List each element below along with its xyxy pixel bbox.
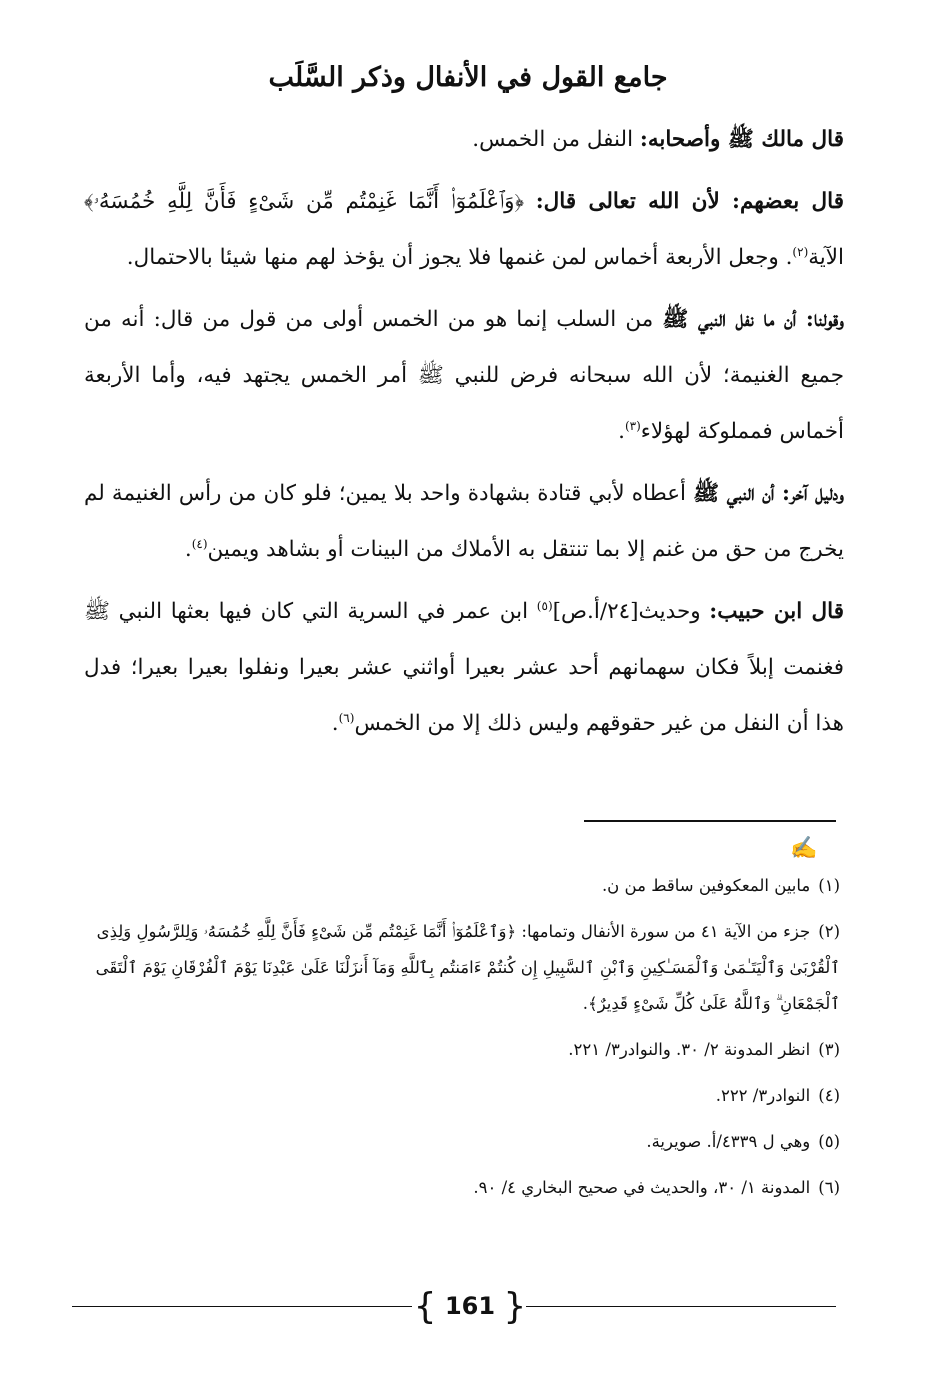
paragraph-tail: . [184,537,192,562]
chapter-title: جامع القول في الأنفال وذكر السَّلَب [268,62,668,93]
paragraph-3 [84,292,844,460]
main-text [84,112,844,758]
paragraph-tail: . [331,711,339,736]
paragraph-lead: قال بعضهم: لأن الله تعالى قال: [535,189,845,214]
brace-close: } [503,1286,527,1327]
paragraph-lead: وقولنا: أن ما نفل النبي ﷺ [662,307,845,332]
footnote-5 [80,1124,840,1160]
paragraph-text: وحديث[٢٤/أ.ص] [552,599,710,624]
paragraph-text: النفل من الخمس. [472,127,640,152]
paragraph-tail: . [618,419,625,444]
footnote-number: (٤) [818,1086,840,1105]
paragraph-1 [84,112,844,168]
brace-open: { [413,1286,437,1327]
page-number [410,1286,530,1327]
paragraph-lead: قال ابن حبيب: [709,599,844,624]
paragraph-text: من السلب إنما هو من الخمس أولى من قول من قال: أنه من جميع الغنيمة؛ لأن الله سبحانه فرض للنبي ﷺ أمر الخمس يجتهد فيه، وأما الأربعة أخماس فمملوكة لهؤلاء [84,307,844,444]
footnote-ref[interactable]: (٥) [536,598,553,613]
footnote-text: وهي ل ٤٣٣٩/أ. صويرية. [646,1132,811,1151]
page-number-value: 161 [444,1292,496,1320]
paragraph-lead: ودليل آخر: أن النبي ﷺ [693,481,845,506]
footnote-1 [80,868,840,904]
footnote-ref[interactable]: (٣) [624,418,641,433]
footnote-3 [80,1032,840,1068]
footnote-number: (١) [818,876,840,895]
paragraph-text: أعطاه لأبي قتادة بشهادة واحد بلا يمين؛ فلو كان من رأس الغنيمة لم يخرج من حق من غنم إلا بما تنتقل به الأملاك من البينات أو بشاهد ويمين [84,481,844,562]
footnote-number: (٦) [818,1178,840,1197]
footnote-text: المدونة ١/ ٣٠، والحديث في صحيح البخاري ٤/ ٩٠. [473,1178,811,1197]
footer-rule-right [526,1306,836,1307]
footnote-6 [80,1170,840,1206]
footnote-number: (٣) [818,1040,840,1059]
footnote-2 [80,914,840,1022]
footnote-text: انظر المدونة ٢/ ٣٠. والنوادر٣/ ٢٢١. [568,1040,811,1059]
footnote-text: النوادر٣/ ٢٢٢. [715,1086,811,1105]
paragraph-lead: قال مالك ﷺ وأصحابه: [639,127,844,152]
paragraph-4 [84,466,844,578]
footnote-text: جزء من الآية ٤١ من سورة الأنفال وتمامها: ﴿وَٱعْلَمُوٓا۟ أَنَّمَا غَنِمْتُم مِّن شَىْءٍ فَأَنَّ لِلَّهِ خُمُسَهُۥ وَلِلرَّسُولِ وَلِذِى ٱلْقُرْبَىٰ وَٱلْيَتَـٰمَىٰ وَٱلْمَسَـٰكِينِ وَٱبْنِ ٱلسَّبِيلِ إِن كُنتُمْ ءَامَنتُم بِٱللَّهِ وَمَآ أَنزَلْنَا عَلَىٰ عَبْدِنَا يَوْمَ ٱلْفُرْقَانِ يَوْمَ ٱلْتَقَى ٱلْجَمْعَانِ ۗ وَٱللَّهُ عَلَىٰ كُلِّ شَىْءٍ قَدِيرٌ﴾. [95,922,840,1013]
paragraph-text: ابن عمر في السرية التي كان فيها بعثها النبي ﷺ فغنمت إبلاً فكان سهمانهم أحد عشر بعيرا أواثني عشر بعيرا ونفلوا بعيرا بعيرا؛ فدل هذا أن النفل من غير حقوقهم وليس ذلك إلا من الخمس [84,599,844,736]
paragraph-2 [84,174,844,286]
footnote-ref[interactable]: (٦) [338,710,355,725]
footnote-number: (٥) [818,1132,840,1151]
paragraph-5 [84,584,844,752]
pen-ornament-icon: ✍ [790,836,818,861]
footer-rule-left [72,1306,412,1307]
footnote-number: (٢) [818,922,840,941]
footnote-divider [584,820,836,822]
paragraph-text: ﴿وَٱعْلَمُوٓا۟ أَنَّمَا غَنِمْتُم مِّن شَىْءٍ فَأَنَّ لِلَّهِ خُمُسَهُۥ﴾ الآية [84,189,844,270]
paragraph-tail: . وجعل الأربعة أخماس لمن غنمها فلا يجوز أن يؤخذ لهم منها شيئا بالاحتمال. [126,245,793,270]
footnotes [80,868,840,1206]
footnote-4 [80,1078,840,1114]
footnote-ref[interactable]: (٤) [191,536,208,551]
footnote-text: مابين المعكوفين ساقط من ن. [601,876,811,895]
footnote-ref[interactable]: (٢) [792,244,809,259]
